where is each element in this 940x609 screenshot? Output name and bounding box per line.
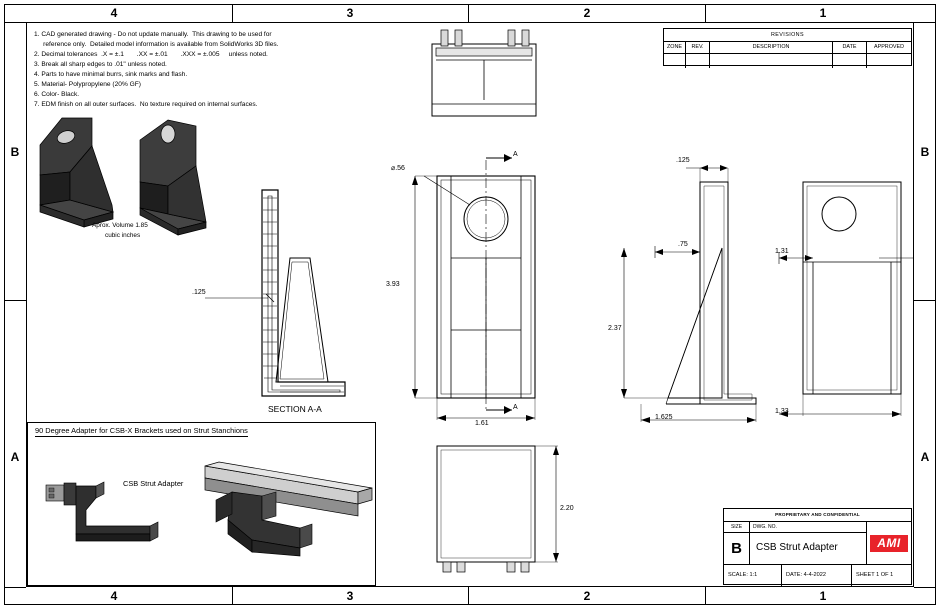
zone-letter-right-b: B xyxy=(920,145,930,159)
height-dimension: 3.93 xyxy=(386,281,400,288)
zone-number-top-1: 1 xyxy=(819,6,827,20)
diameter-label: ⌀.56 xyxy=(391,165,405,172)
note-line: 1. CAD generated drawing - Do not update manually. This drawing to be used for xyxy=(34,31,272,38)
detail-strut-assembly xyxy=(205,462,372,556)
zone-number-top-3: 3 xyxy=(346,6,354,20)
volume-note-line2: cubic inches xyxy=(105,232,141,239)
scale-field: SCALE: 1:1 xyxy=(724,565,782,586)
note-line: reference only. Detailed model information is available from SolidWorks 3D files. xyxy=(34,41,279,49)
right-front-dim-133: 1.33 xyxy=(775,408,789,415)
zone-number-top-2: 2 xyxy=(583,6,591,20)
revisions-col-approved: APPROVED xyxy=(874,44,904,50)
side-top-dimension: .75 xyxy=(678,241,688,248)
revisions-col-rev: REV. xyxy=(686,42,710,53)
revisions-title: REVISIONS xyxy=(664,29,911,42)
note-line: 6. Color- Black. xyxy=(34,91,80,99)
ami-logo: AMI xyxy=(870,535,908,552)
note-line: 3. Break all sharp edges to .01" unless noted. xyxy=(34,61,167,69)
confidential-notice: PROPRIETARY AND CONFIDENTIAL xyxy=(724,509,911,522)
zone-number-top-4: 4 xyxy=(110,6,118,20)
detail-sublabel: CSB Strut Adapter xyxy=(123,479,184,488)
note-line: 2. Decimal tolerances .X = ±.1 .XX = ±.01 .XXX = ±.005 unless noted. xyxy=(34,51,268,59)
width-dimension: 1.61 xyxy=(475,420,489,427)
revisions-col-zone: ZONE xyxy=(664,42,686,53)
zone-number-bottom-2: 2 xyxy=(583,589,591,603)
revisions-col-description: DESCRIPTION xyxy=(710,42,833,53)
size-column xyxy=(724,522,750,564)
side-height-dimension: 2.37 xyxy=(608,325,622,332)
section-letter-bottom: A xyxy=(513,404,518,411)
side-width-dimension: 1.625 xyxy=(655,414,673,421)
title-block xyxy=(723,508,912,585)
logo-column xyxy=(867,522,911,564)
sheet-field: SHEET 1 OF 1 xyxy=(856,572,894,578)
section-letter-top: A xyxy=(513,151,518,158)
zone-number-bottom-3: 3 xyxy=(346,589,354,603)
section-thickness-label: .125 xyxy=(192,289,206,296)
size-value: B xyxy=(731,540,742,557)
dwg-no-label: DWG. NO. xyxy=(750,522,866,533)
dwg-no-value: CSB Strut Adapter xyxy=(756,542,838,553)
right-front-dim-131: 1.31 xyxy=(775,248,789,255)
size-label: SIZE xyxy=(724,522,749,533)
revisions-col-date: DATE xyxy=(833,42,867,53)
bottom-height-dimension: 2.20 xyxy=(560,505,574,512)
volume-note-line1: Aprox. Volume 1.85 xyxy=(92,222,148,229)
note-line: 4. Parts to have minimal burrs, sink marks and flash. xyxy=(34,71,188,79)
detail-caption: 90 Degree Adapter for CSB-X Brackets used on Strut Stanchions xyxy=(35,426,248,435)
zone-letter-left-a: A xyxy=(10,450,20,464)
detail-adapter-left xyxy=(46,482,158,541)
side-thickness-label: .125 xyxy=(676,157,690,164)
zone-number-bottom-4: 4 xyxy=(110,589,118,603)
zone-letter-left-b: B xyxy=(10,145,20,159)
dwg-column xyxy=(750,522,867,564)
zone-letter-right-a: A xyxy=(920,450,930,464)
section-title: SECTION A-A xyxy=(268,404,322,414)
zone-number-bottom-1: 1 xyxy=(819,589,827,603)
date-field: DATE: 4-4-2022 xyxy=(782,565,852,586)
note-line: 7. EDM finish on all outer surfaces. No texture required on internal surfaces. xyxy=(34,101,258,109)
note-line: 5. Material- Polypropylene (20% GF) xyxy=(34,81,142,89)
